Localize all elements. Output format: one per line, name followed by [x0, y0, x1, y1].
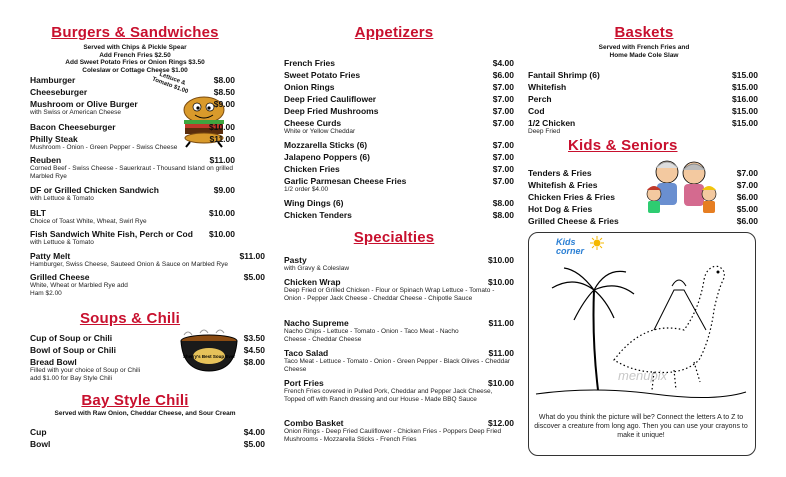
menu-item	[528, 94, 758, 104]
item-name: Mushroom or Olive Burger	[30, 99, 138, 109]
menu-item	[30, 272, 265, 282]
menu-item	[284, 140, 514, 150]
item-price: $7.00	[492, 164, 514, 174]
menu-item	[528, 204, 758, 214]
soup-bowl-icon	[178, 327, 240, 375]
menu-item	[30, 87, 235, 97]
item-name: Nacho Supreme	[284, 318, 349, 328]
menu-item	[284, 82, 514, 92]
menu-item	[284, 418, 514, 428]
item-price: $16.00	[732, 94, 758, 104]
burgers-note: Coleslaw or Cottage Cheese $1.00	[82, 66, 188, 74]
menu-item	[284, 318, 514, 328]
item-name: Jalapeno Poppers (6)	[284, 152, 370, 162]
item-name: Perch	[528, 94, 552, 104]
bay-chili-note: Served with Raw Onion, Cheddar Cheese, and Sour Cream	[54, 410, 236, 417]
item-name: Port Fries	[284, 378, 324, 388]
item-price: $10.00	[209, 229, 235, 239]
item-price: $10.00	[488, 378, 514, 388]
menu-item	[284, 378, 514, 388]
item-price: $7.00	[492, 152, 514, 162]
item-name: Fantail Shrimp (6)	[528, 70, 600, 80]
menu-item	[30, 99, 235, 109]
menu-item	[30, 75, 235, 85]
specialties-title: Specialties	[353, 229, 435, 246]
menu-item	[284, 106, 514, 116]
menu-item	[30, 251, 265, 261]
menu-item	[528, 118, 758, 128]
item-name: Patty Melt	[30, 251, 71, 261]
item-desc: Hamburger, Swiss Cheese, Sauteed Onion & Sauce on Marbled Rye	[30, 261, 228, 268]
item-name: Chicken Fries & Fries	[528, 192, 615, 202]
menu-item	[528, 192, 758, 202]
item-price: $15.00	[732, 106, 758, 116]
baskets-note: Served with French Fries and	[598, 44, 690, 51]
item-name: Cheese Curds	[284, 118, 342, 128]
item-name: Cod	[528, 106, 545, 116]
soup-bowl-label: Sherry's Best Soup Ever	[182, 354, 236, 359]
kids-title: Kids & Seniors	[568, 137, 678, 154]
item-price: $8.00	[492, 210, 514, 220]
item-name: Chicken Fries	[284, 164, 340, 174]
item-desc: with Lettuce & Tomato	[30, 239, 94, 246]
item-price: $4.00	[243, 427, 265, 437]
menu-item	[284, 198, 514, 208]
item-name: Wing Dings (6)	[284, 198, 344, 208]
soups-title: Soups & Chili	[79, 310, 181, 327]
menu-item	[284, 348, 514, 358]
menu-item	[30, 439, 265, 449]
item-name: Cheeseburger	[30, 87, 88, 97]
item-price: $7.00	[492, 82, 514, 92]
item-desc: White, Wheat or Marbled Rye add Ham $2.00	[30, 282, 128, 297]
item-desc: Filled with your choice of Soup or Chili add $1.00 for Bay Style Chili	[30, 367, 141, 382]
item-name: Bowl	[30, 439, 51, 449]
item-price: $11.00	[239, 251, 265, 261]
item-price: $5.00	[736, 204, 758, 214]
menu-item	[284, 277, 514, 287]
item-desc: 1/2 order $4.00	[284, 186, 329, 193]
item-price: $15.00	[732, 70, 758, 80]
item-desc: with Lettuce & Tomato	[30, 195, 94, 202]
item-name: Cup	[30, 427, 47, 437]
item-name: Mozzarella Sticks (6)	[284, 140, 368, 150]
menu-item	[528, 70, 758, 80]
menu-item	[284, 152, 514, 162]
appetizers-title: Appetizers	[354, 24, 434, 41]
item-name: Onion Rings	[284, 82, 335, 92]
item-price: $10.00	[488, 277, 514, 287]
baskets-notes	[528, 44, 760, 59]
item-price: $8.00	[243, 357, 265, 367]
burgers-note: Served with Chips & Pickle Spear	[83, 44, 187, 51]
menu-item	[30, 427, 265, 437]
item-price: $9.00	[213, 185, 235, 195]
item-price: $7.00	[736, 168, 758, 178]
item-name: Chicken Tenders	[284, 210, 352, 220]
item-name: Fish Sandwich White Fish, Perch or Cod	[30, 229, 193, 239]
burgers-notes	[30, 44, 240, 74]
menu-item	[284, 164, 514, 174]
item-price: $4.50	[243, 345, 265, 355]
menu-item	[284, 70, 514, 80]
item-price: $4.00	[492, 58, 514, 68]
item-price: $5.00	[243, 272, 265, 282]
menu-item	[284, 176, 514, 186]
item-name: Whitefish	[528, 82, 567, 92]
item-name: Hamburger	[30, 75, 76, 85]
menu-item	[284, 210, 514, 220]
item-name: Garlic Parmesan Cheese Fries	[284, 176, 407, 186]
sun-icon	[590, 236, 604, 250]
item-desc: with Swiss or American Cheese	[30, 109, 122, 116]
item-price: $10.00	[209, 122, 235, 132]
item-price: $12.00	[488, 418, 514, 428]
item-price: $11.00	[209, 134, 235, 144]
menu-item	[30, 229, 235, 239]
item-name: DF or Grilled Chicken Sandwich	[30, 185, 159, 195]
item-name: Grilled Cheese	[30, 272, 90, 282]
baskets-note: Home Made Cole Slaw	[609, 51, 679, 59]
item-name: Philly Steak	[30, 134, 78, 144]
item-price: $5.00	[243, 439, 265, 449]
menu-item	[284, 94, 514, 104]
item-desc: Nacho Chips - Lettuce - Tomato - Onion - Taco Meat - Nacho Cheese - Cheddar Cheese	[284, 328, 459, 343]
item-name: Tenders & Fries	[528, 168, 592, 178]
item-price: $7.00	[736, 180, 758, 190]
watermark: menupix	[618, 368, 668, 383]
item-price: $6.00	[736, 216, 758, 226]
item-desc: with Gravy & Coleslaw	[284, 265, 350, 272]
kids-corner-logo-text: Kids corner	[556, 237, 585, 256]
item-name: BLT	[30, 208, 46, 218]
item-desc: Deep Fried	[528, 128, 561, 135]
menu-item	[528, 180, 758, 190]
item-name: Taco Salad	[284, 348, 329, 358]
item-price: $11.00	[209, 155, 235, 165]
item-price: $6.00	[492, 70, 514, 80]
item-price: $10.00	[209, 208, 235, 218]
lettuce-tomato-badge: Lettuce & Tomato $1.00	[151, 71, 189, 96]
item-price: $15.00	[732, 82, 758, 92]
item-name: Deep Fried Cauliflower	[284, 94, 377, 104]
item-price: $11.00	[488, 318, 514, 328]
item-name: French Fries	[284, 58, 336, 68]
item-price: $7.00	[492, 106, 514, 116]
item-name: Deep Fried Mushrooms	[284, 106, 379, 116]
item-price: $11.00	[488, 348, 514, 358]
menu-item	[284, 58, 514, 68]
item-price: $3.50	[243, 333, 265, 343]
menu-item	[284, 118, 514, 128]
item-price: $7.00	[492, 118, 514, 128]
item-desc: Deep Fried or Grilled Chicken - Flour or Spinach Wrap Lettuce - Tomato - Onion - Pepper Jack Cheese - Cheddar Cheese - Chipotle Sauce	[284, 287, 495, 302]
menu-item	[30, 208, 235, 218]
item-price: $8.50	[213, 87, 235, 97]
item-name: Hot Dog & Fries	[528, 204, 593, 214]
menu-item	[30, 134, 235, 144]
item-price: $15.00	[732, 118, 758, 128]
item-price: $7.00	[492, 94, 514, 104]
item-name: 1/2 Chicken	[528, 118, 576, 128]
burgers-title: Burgers & Sandwiches	[51, 24, 219, 41]
item-price: $6.00	[736, 192, 758, 202]
item-name: Combo Basket	[284, 418, 344, 428]
item-price: $7.00	[492, 176, 514, 186]
item-name: Reuben	[30, 155, 62, 165]
item-desc: Corned Beef - Swiss Cheese - Sauerkraut - Thousand Island on grilled Marbled Rye	[30, 165, 233, 180]
bay-chili-title: Bay Style Chili	[81, 392, 189, 409]
baskets-title: Baskets	[614, 24, 674, 41]
item-name: Bread Bowl	[30, 357, 77, 367]
item-price: $9.00	[213, 99, 235, 109]
item-desc: Taco Meat - Lettuce - Tomato - Onion - Green Pepper - Black Olives - Cheddar Cheese	[284, 358, 511, 373]
item-price: $10.00	[488, 255, 514, 265]
item-name: Pasty	[284, 255, 307, 265]
menu-item	[528, 216, 758, 226]
menu-item	[284, 255, 514, 265]
menu-item	[30, 155, 235, 165]
item-name: Grilled Cheese & Fries	[528, 216, 619, 226]
item-name: Sweet Potato Fries	[284, 70, 361, 80]
menu-item	[30, 122, 235, 132]
item-name: Cup of Soup or Chili	[30, 333, 113, 343]
item-name: Bacon Cheeseburger	[30, 122, 116, 132]
item-price: $7.00	[492, 140, 514, 150]
menu-item	[528, 106, 758, 116]
item-name: Whitefish & Fries	[528, 180, 598, 190]
burgers-note: Add French Fries $2.50	[99, 51, 171, 59]
item-desc: Onion Rings - Deep Fried Cauliflower - Chicken Fries - Poppers Deep Fried Mushrooms - Mozzarella Sticks - French Fries	[284, 428, 502, 443]
menu-item	[528, 168, 758, 178]
item-desc: White or Yellow Cheddar	[284, 128, 356, 135]
item-name: Bowl of Soup or Chili	[30, 345, 116, 355]
item-name: Chicken Wrap	[284, 277, 341, 287]
item-desc: French Fries covered in Pulled Pork, Cheddar and Pepper Jack Cheese, Topped off with Ranch dressing and our House - Made BBQ Sauce	[284, 388, 493, 403]
kids-activity-instructions: What do you think the picture will be? Connect the letters A to Z to discover a creature from long ago. Then you can use your crayons to make it unique!	[534, 414, 748, 439]
item-desc: Mushroom - Onion - Green Pepper - Swiss Cheese	[30, 144, 178, 151]
item-desc: Choice of Toast White, Wheat, Swirl Rye	[30, 218, 147, 225]
burgers-note: Add Sweet Potato Fries or Onion Rings $3.50	[65, 59, 205, 66]
item-price: $8.00	[213, 75, 235, 85]
menu-item	[528, 82, 758, 92]
menu-item	[30, 185, 235, 195]
item-price: $8.00	[492, 198, 514, 208]
